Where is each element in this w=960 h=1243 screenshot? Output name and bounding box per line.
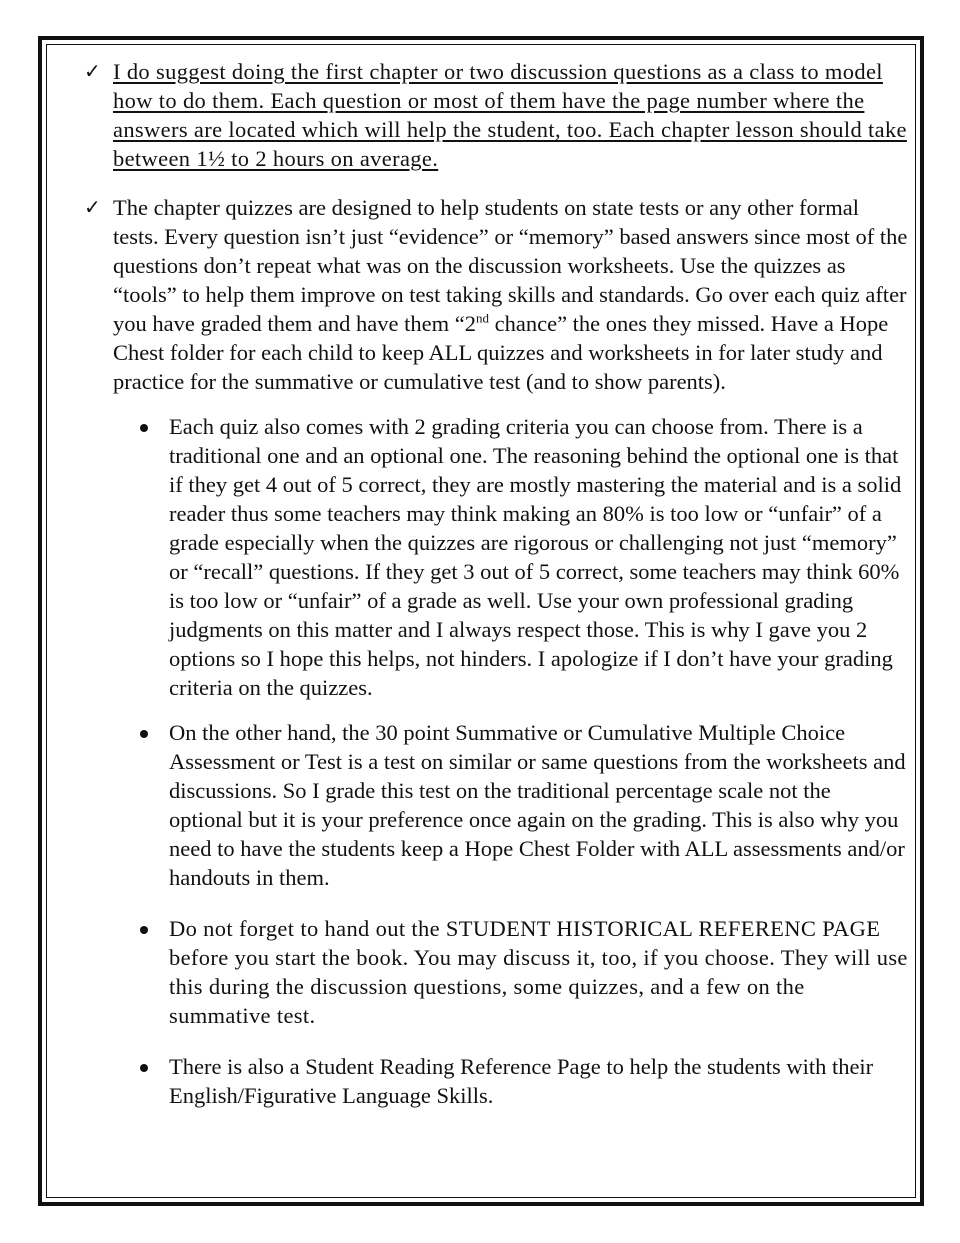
bullet-list bbox=[84, 412, 910, 1110]
bullet-item-text: On the other hand, the 30 point Summative or Cumulative Multiple Choice Assessment or Test is a test on similar or same questions from the worksheets and discussions. So I grade this test on the traditional percentage scale not the optional but it is your preference once again on the grading. This is also why you need to have the students keep a Hope Chest Folder with ALL assessments and/or handouts in them. bbox=[169, 720, 906, 890]
checklist-item-text: I do suggest doing the first chapter or two discussion questions as a class to model how to do them. Each question or most of them have the page number where the answers are located which will help the student, too. Each chapter lesson should take between 1½ to 2 hours on average. bbox=[113, 59, 907, 171]
bullet-item bbox=[140, 412, 910, 702]
checkmark-icon: ✓ bbox=[84, 195, 101, 219]
bullet-item-text: Do not forget to hand out the STUDENT HISTORICAL REFERENC PAGE before you start the book. You may discuss it, too, if you choose. They will use this during the discussion questions, some quizzes, and a few on the summative test. bbox=[169, 916, 908, 1028]
bullet-icon bbox=[140, 1064, 148, 1072]
checklist-item bbox=[84, 193, 910, 396]
bullet-item bbox=[140, 718, 910, 892]
checklist-item bbox=[84, 57, 910, 173]
bullet-item bbox=[140, 914, 910, 1030]
bullet-icon bbox=[140, 926, 148, 934]
bullet-item bbox=[140, 1052, 910, 1110]
checkmark-icon: ✓ bbox=[84, 59, 101, 83]
ordinal-suffix: nd bbox=[476, 310, 489, 326]
bullet-icon bbox=[140, 730, 148, 738]
bullet-icon bbox=[140, 424, 148, 432]
document-body bbox=[84, 57, 910, 1110]
bullet-item-text: Each quiz also comes with 2 grading criteria you can choose from. There is a traditional one and an optional one. The reasoning behind the optional one is that if they get 4 out of 5 correct, they are mostly mastering the material and is a solid reader thus some teachers may think making an 80% is too low or “unfair” of a grade especially when the quizzes are rigorous or challenging not just “memory” or “recall” questions. If they get 3 out of 5 correct, some teachers may think 60% is too low or “unfair” of a grade as well. Use your own professional grading judgments on this matter and I always respect those. This is why I gave you 2 options so I hope this helps, not hinders. I apologize if I don’t have your grading criteria on the quizzes. bbox=[169, 414, 902, 700]
bullet-item-text: There is also a Student Reading Reference Page to help the students with their English/Figurative Language Skills. bbox=[169, 1054, 874, 1108]
checklist-item-text: The chapter quizzes are designed to help students on state tests or any other formal tests. Every question isn’t just “evidence” or “memory” based answers since most of the questions don’t repeat what was on the discussion worksheets. Use the quizzes as “tools” to help them improve on test taking skills and standards. Go over each quiz after you have graded them and have them “2nd chance” the ones they missed. Have a Hope Chest folder for each child to keep ALL quizzes and worksheets in for later study and practice for the summative or cumulative test (and to show parents). bbox=[113, 195, 908, 394]
